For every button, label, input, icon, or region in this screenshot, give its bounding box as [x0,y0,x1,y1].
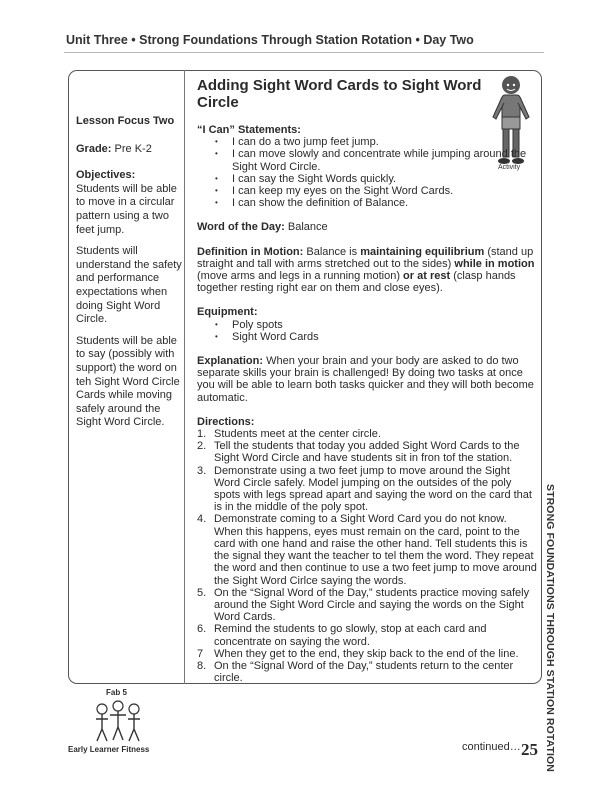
directions-heading: Directions: [197,415,255,428]
directions-list [197,428,537,684]
direction-number: 6. [197,623,207,636]
ican-item: • I can move slowly and concentrate while jumping around the Sight Word Circle. [215,148,537,172]
definition-emphasis: maintaining equilibrium [360,245,485,258]
lesson-title: Adding Sight Word Cards to Sight Word Circle [197,77,482,111]
direction-text: Demonstrate using a two feet jump to move around the Sight Word Circle safely. Model jumping on the outsides of the poly spots with legs spread apart and saying the word on the card that is in the middle of the poly spot. [214,464,532,514]
header-divider [64,52,544,53]
logo-top-text: Fab 5 [106,688,127,697]
direction-step [197,623,537,647]
grade-line [76,143,182,157]
direction-text: On the “Signal Word of the Day,” students return to the center circle. [214,659,514,685]
definition-emphasis: while in motion [454,257,535,270]
lesson-main-content [197,77,537,684]
ican-item: • I can keep my eyes on the Sight Word Cards. [215,185,537,197]
direction-step [197,465,537,514]
ican-item: • I can do a two jump feet jump. [215,136,537,148]
direction-text: When they get to the end, they skip back to the end of the line. [214,647,519,660]
direction-step [197,587,537,624]
equipment-list [197,319,537,343]
direction-number: 2. [197,440,207,453]
vertical-unit-title: STRONG FOUNDATIONS THROUGH STATION ROTATION [544,484,556,772]
direction-text: On the “Signal Word of the Day,” students practice moving safely around the Sight Word Circle and saying the words on the Sight Word Cards. [214,586,530,624]
explanation [197,355,537,404]
definition-text: (move arms and legs in a running motion) [197,270,400,283]
objective-item: Students will be able to move in a circular pattern using a two feet jump. [76,182,177,236]
page-header-title: Unit Three • Strong Foundations Through Station Rotation • Day Two [66,33,474,47]
objectives-heading: Objectives: [76,169,136,182]
direction-text: Tell the students that today you added Sight Word Cards to the Sight Word Circle and have students sit in fron tof the station. [214,440,520,465]
ican-list [197,136,537,209]
direction-step [197,440,537,464]
ican-item: • I can say the Sight Words quickly. [215,173,537,185]
fab5-kids-logo-icon [88,699,148,744]
word-of-day [197,221,537,233]
activity-label: Activity [498,164,521,171]
page-number: 25 [521,740,538,759]
word-of-day-label: Word of the Day: [197,221,285,234]
explanation-label: Explanation: [197,355,264,368]
direction-number: 4. [197,513,207,526]
explanation-text: When your brain and your body are asked to do two separate skills your brain is challenged! By doing two tasks at once you will be able to learn both tasks quicker and they will both become automatic. [197,355,534,404]
direction-number: 1. [197,428,207,441]
definition-label: Definition in Motion: [197,245,304,258]
direction-number: 3. [197,464,207,477]
direction-text: Students meet at the center circle. [214,428,381,441]
equipment-item: • Sight Word Cards [215,331,537,343]
direction-step [197,428,537,440]
direction-step [197,660,537,684]
direction-step [197,513,537,586]
ican-heading: “I Can” Statements: [197,124,301,136]
definition-text: (clasp hands together resting right ear on them and close eyes). [197,270,516,295]
definition-text: Balance is [306,245,358,258]
direction-step [197,648,537,660]
direction-number: 7 [197,647,204,660]
objective-item: Students will understand the safety and performance expectations when doing Sight Word Circle. [76,245,182,326]
grade-label: Grade: [76,142,112,155]
definition-in-motion [197,246,537,295]
continued-label: continued… [462,741,521,753]
grade-value: Pre K-2 [114,142,152,155]
direction-number: 8. [197,659,207,672]
lesson-sidebar [76,115,182,438]
definition-emphasis: or at rest [403,270,451,283]
equipment-item: • Poly spots [215,319,537,331]
word-of-day-value: Balance [287,221,328,234]
logo-bottom-text: Early Learner Fitness [68,745,150,754]
lesson-focus-label: Lesson Focus Two [76,115,175,127]
direction-text: Remind the students to go slowly, stop at each card and concentrate on saying the word. [214,623,487,648]
panel-column-divider [184,70,185,684]
equipment-heading: Equipment: [197,306,258,319]
definition-text: (stand up straight and tall with arms stretched out to the sides) [197,245,534,270]
direction-number: 5. [197,586,207,599]
ican-item: • I can show the definition of Balance. [215,197,537,209]
direction-text: Demonstrate coming to a Sight Word Card you do not know. When this happens, eyes must remain on the card, point to the card with one hand and raise the other hand. Tell students this is the signal they want the teacher to tel them the word. They repeat the word and then continue to use a two feet jump to move around the Sight Word Cirlce saying the words. [214,513,537,587]
objective-item: Students will be able to say (possibly with support) the word on teh Sight Word Circle Cards while moving safely around the Sight Word Circle. [76,334,180,429]
